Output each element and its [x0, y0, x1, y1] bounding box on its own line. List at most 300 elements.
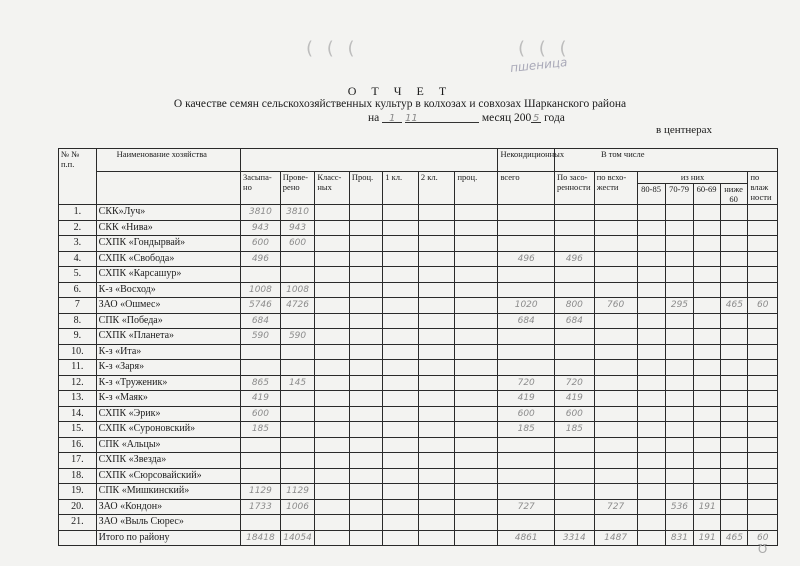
cell-soil: 600 [554, 406, 594, 422]
header-percent-2: проц. [455, 172, 498, 205]
cell-germ [594, 515, 637, 531]
farm-name: СКК»Луч» [96, 205, 240, 221]
cell-germ [594, 375, 637, 391]
cell-empty [383, 313, 419, 329]
farm-name: К-з «Труженик» [96, 375, 240, 391]
header-soil: По засо-ренности [554, 172, 594, 205]
cell-empty [349, 515, 382, 531]
farm-name: СХПК «Эрик» [96, 406, 240, 422]
cell-empty [418, 468, 455, 484]
cell-empty [349, 267, 382, 283]
cell-empty [349, 468, 382, 484]
cell-checked [280, 422, 315, 438]
cell-soil [554, 205, 594, 221]
cell-sown: 600 [241, 406, 281, 422]
cell-empty [315, 530, 350, 546]
punch-holes-right: ( ( ( [518, 38, 571, 59]
header-germ: по всхо-жести [594, 172, 637, 205]
period-year-field [531, 112, 541, 123]
cell-total [498, 484, 555, 500]
cell-sown [241, 453, 281, 469]
cell-g7079 [665, 453, 693, 469]
cell-empty [418, 282, 455, 298]
cell-g6069 [694, 282, 721, 298]
cell-checked: 1129 [280, 484, 315, 500]
farm-name: СХПК «Звезда» [96, 453, 240, 469]
cell-g6069 [694, 453, 721, 469]
cell-g7079 [665, 282, 693, 298]
cell-sown: 590 [241, 329, 281, 345]
row-number: 12. [59, 375, 97, 391]
cell-below [721, 484, 748, 500]
cell-soil [554, 360, 594, 376]
cell-empty [383, 298, 419, 314]
table-row [59, 205, 778, 221]
cell-g8085 [637, 437, 665, 453]
cell-sown: 496 [241, 251, 281, 267]
cell-empty [418, 375, 455, 391]
cell-checked: 943 [280, 220, 315, 236]
cell-below [721, 468, 748, 484]
cell-empty [455, 391, 498, 407]
cell-below [721, 453, 748, 469]
cell-moist [748, 391, 778, 407]
farm-name: СПК «Альцы» [96, 437, 240, 453]
cell-germ [594, 391, 637, 407]
cell-below [721, 344, 748, 360]
cell-soil: 3314 [554, 530, 594, 546]
cell-g6069 [694, 375, 721, 391]
cell-empty [383, 375, 419, 391]
cell-empty [315, 375, 350, 391]
cell-total [498, 515, 555, 531]
cell-empty [349, 499, 382, 515]
report-period [368, 112, 565, 124]
cell-empty [418, 484, 455, 500]
cell-soil: 720 [554, 375, 594, 391]
header-name: Наименование хозяйства [96, 149, 240, 172]
cell-g7079 [665, 344, 693, 360]
cell-empty [349, 251, 382, 267]
cell-sown: 865 [241, 375, 281, 391]
row-number: 19. [59, 484, 97, 500]
cell-moist [748, 484, 778, 500]
farm-name: СХПК «Планета» [96, 329, 240, 345]
header-checked: Прове-рено [280, 172, 315, 205]
cell-g8085 [637, 344, 665, 360]
cell-g7079 [665, 313, 693, 329]
cell-germ [594, 329, 637, 345]
period-year: 5 [533, 113, 540, 124]
cell-soil [554, 220, 594, 236]
header-number: № № п.п. [59, 149, 97, 205]
cell-g6069 [694, 298, 721, 314]
cell-empty [349, 220, 382, 236]
cell-empty [315, 422, 350, 438]
header-class: Класс-ных [315, 172, 350, 205]
cell-soil [554, 468, 594, 484]
cell-empty [455, 344, 498, 360]
row-number: 18. [59, 468, 97, 484]
cell-empty [383, 515, 419, 531]
cell-checked [280, 267, 315, 283]
row-number: 17. [59, 453, 97, 469]
row-number: 15. [59, 422, 97, 438]
farm-name: ЗАО «Кондон» [96, 499, 240, 515]
corner-mark: Ʊ [758, 542, 768, 556]
cell-g6069 [694, 329, 721, 345]
row-number: 16. [59, 437, 97, 453]
cell-g6069 [694, 391, 721, 407]
period-month-field [405, 112, 479, 123]
period-prefix: на [368, 112, 380, 124]
farm-name: СХПК «Гондырвай» [96, 236, 240, 252]
cell-g7079 [665, 251, 693, 267]
cell-checked [280, 406, 315, 422]
row-number: 6. [59, 282, 97, 298]
cell-g8085 [637, 313, 665, 329]
cell-below [721, 499, 748, 515]
cell-empty [455, 267, 498, 283]
cell-g7079: 831 [665, 530, 693, 546]
cell-empty [315, 313, 350, 329]
cell-empty [455, 468, 498, 484]
cell-g6069 [694, 406, 721, 422]
cell-checked [280, 251, 315, 267]
cell-empty [315, 236, 350, 252]
cell-g8085 [637, 453, 665, 469]
cell-empty [383, 391, 419, 407]
cell-empty [418, 267, 455, 283]
table-row [59, 360, 778, 376]
table-row [59, 453, 778, 469]
cell-empty [455, 515, 498, 531]
cell-empty [418, 251, 455, 267]
farm-name: СХПК «Сюрсовайский» [96, 468, 240, 484]
punch-holes-left: ( ( ( [306, 38, 359, 59]
cell-g6069: 191 [694, 499, 721, 515]
period-mid: месяц 200 [481, 112, 532, 124]
cell-moist [748, 313, 778, 329]
cell-g6069 [694, 236, 721, 252]
cell-empty [383, 484, 419, 500]
cell-empty [315, 282, 350, 298]
cell-empty [418, 220, 455, 236]
cell-empty [349, 453, 382, 469]
cell-empty [349, 437, 382, 453]
cell-g8085 [637, 298, 665, 314]
cell-sown [241, 437, 281, 453]
cell-soil [554, 329, 594, 345]
cell-g8085 [637, 251, 665, 267]
cell-moist [748, 515, 778, 531]
cell-sown [241, 267, 281, 283]
row-number [59, 530, 97, 546]
cell-empty [349, 406, 382, 422]
table-row [59, 422, 778, 438]
cell-checked [280, 468, 315, 484]
cell-total: 727 [498, 499, 555, 515]
cell-total: 1020 [498, 298, 555, 314]
cell-moist [748, 437, 778, 453]
table-row [59, 437, 778, 453]
cell-empty [418, 360, 455, 376]
cell-empty [315, 205, 350, 221]
cell-g8085 [637, 375, 665, 391]
cell-checked: 1008 [280, 282, 315, 298]
row-number: 2. [59, 220, 97, 236]
cell-soil: 185 [554, 422, 594, 438]
cell-empty [418, 205, 455, 221]
cell-g8085 [637, 360, 665, 376]
row-number: 3. [59, 236, 97, 252]
table-row [59, 313, 778, 329]
cell-soil [554, 282, 594, 298]
cell-empty [383, 453, 419, 469]
table-row [59, 282, 778, 298]
cell-checked: 14054 [280, 530, 315, 546]
cell-empty [383, 499, 419, 515]
header-noncond: Некондиционных [498, 149, 555, 172]
header-class-2: 2 кл. [418, 172, 455, 205]
cell-checked: 145 [280, 375, 315, 391]
header-percent: Проц. [349, 172, 382, 205]
cell-soil [554, 267, 594, 283]
row-number: 11. [59, 360, 97, 376]
cell-g7079 [665, 236, 693, 252]
cell-empty [418, 391, 455, 407]
header-including: В том числе [554, 149, 777, 172]
cell-germ [594, 406, 637, 422]
cell-total [498, 236, 555, 252]
table-row [59, 391, 778, 407]
period-day: 1 [388, 113, 396, 124]
row-number: 4. [59, 251, 97, 267]
cell-germ: 760 [594, 298, 637, 314]
cell-moist [748, 236, 778, 252]
header-of-them-group [637, 172, 748, 205]
cell-empty [455, 530, 498, 546]
cell-empty [315, 360, 350, 376]
farm-name: К-з «Ита» [96, 344, 240, 360]
cell-checked: 600 [280, 236, 315, 252]
header-of-them: из них [638, 172, 748, 184]
cell-g7079 [665, 406, 693, 422]
crop-stamp: пшеница [509, 55, 568, 75]
cell-total: 4861 [498, 530, 555, 546]
cell-empty [349, 360, 382, 376]
cell-empty [315, 406, 350, 422]
cell-total: 419 [498, 391, 555, 407]
cell-below [721, 437, 748, 453]
cell-moist: 60 [748, 298, 778, 314]
cell-germ [594, 437, 637, 453]
cell-checked [280, 313, 315, 329]
table-row [59, 375, 778, 391]
cell-empty [455, 360, 498, 376]
cell-germ [594, 205, 637, 221]
cell-empty [349, 375, 382, 391]
cell-g8085 [637, 267, 665, 283]
row-number: 9. [59, 329, 97, 345]
cell-sown: 1733 [241, 499, 281, 515]
cell-g8085 [637, 499, 665, 515]
cell-total: 185 [498, 422, 555, 438]
cell-g6069: 191 [694, 530, 721, 546]
cell-empty [418, 515, 455, 531]
table-row [59, 344, 778, 360]
cell-empty [418, 530, 455, 546]
cell-empty [383, 251, 419, 267]
cell-below [721, 360, 748, 376]
cell-germ [594, 468, 637, 484]
cell-below [721, 375, 748, 391]
cell-checked [280, 344, 315, 360]
cell-soil: 496 [554, 251, 594, 267]
cell-g8085 [637, 236, 665, 252]
cell-germ [594, 484, 637, 500]
cell-empty [315, 468, 350, 484]
table-row [59, 515, 778, 531]
cell-g8085 [637, 484, 665, 500]
cell-empty [315, 515, 350, 531]
cell-total [498, 344, 555, 360]
cell-below [721, 282, 748, 298]
header-total: всего [498, 172, 555, 205]
cell-g6069 [694, 422, 721, 438]
cell-empty [418, 329, 455, 345]
table-row [59, 267, 778, 283]
cell-empty [315, 499, 350, 515]
cell-g7079 [665, 329, 693, 345]
report-title: О Т Ч Е Т [347, 84, 453, 98]
cell-sown: 1129 [241, 484, 281, 500]
cell-g6069 [694, 205, 721, 221]
cell-germ [594, 282, 637, 298]
cell-moist [748, 344, 778, 360]
cell-total [498, 453, 555, 469]
cell-sown: 684 [241, 313, 281, 329]
cell-empty [383, 205, 419, 221]
cell-checked [280, 437, 315, 453]
cell-total [498, 360, 555, 376]
cell-checked: 4726 [280, 298, 315, 314]
cell-empty [455, 422, 498, 438]
cell-checked [280, 391, 315, 407]
cell-sown: 419 [241, 391, 281, 407]
cell-germ: 727 [594, 499, 637, 515]
cell-g8085 [637, 468, 665, 484]
cell-germ [594, 453, 637, 469]
cell-g6069 [694, 437, 721, 453]
cell-g6069 [694, 360, 721, 376]
cell-soil [554, 453, 594, 469]
period-month: 11 [405, 113, 418, 124]
cell-checked: 590 [280, 329, 315, 345]
cell-empty [455, 406, 498, 422]
cell-soil: 800 [554, 298, 594, 314]
cell-empty [455, 298, 498, 314]
cell-g7079 [665, 422, 693, 438]
cell-moist [748, 360, 778, 376]
row-number: 8. [59, 313, 97, 329]
cell-g7079 [665, 220, 693, 236]
report-subtitle: О качестве семян сельскохозяйственных культур в колхозах и совхозах Шарканского района [173, 98, 627, 110]
cell-total [498, 205, 555, 221]
cell-g8085 [637, 422, 665, 438]
farm-name: ЗАО «Ошмес» [96, 298, 240, 314]
cell-g8085 [637, 329, 665, 345]
cell-empty [383, 220, 419, 236]
period-suffix: года [544, 112, 565, 124]
cell-empty [455, 499, 498, 515]
cell-total [498, 437, 555, 453]
cell-below: 465 [721, 530, 748, 546]
cell-empty [315, 453, 350, 469]
cell-sown: 600 [241, 236, 281, 252]
cell-g7079 [665, 437, 693, 453]
row-number: 14. [59, 406, 97, 422]
cell-moist [748, 422, 778, 438]
farm-name: К-з «Маяк» [96, 391, 240, 407]
cell-moist [748, 329, 778, 345]
header-60-69: 60-69 [693, 184, 720, 204]
cell-g6069 [694, 251, 721, 267]
cell-germ [594, 313, 637, 329]
cell-empty [315, 251, 350, 267]
cell-empty [349, 530, 382, 546]
cell-germ: 1487 [594, 530, 637, 546]
cell-below: 465 [721, 298, 748, 314]
cell-soil [554, 499, 594, 515]
cell-below [721, 236, 748, 252]
cell-moist [748, 220, 778, 236]
cell-checked [280, 360, 315, 376]
cell-below [721, 267, 748, 283]
cell-empty [418, 344, 455, 360]
cell-germ [594, 267, 637, 283]
cell-empty [383, 360, 419, 376]
cell-germ [594, 220, 637, 236]
cell-germ [594, 344, 637, 360]
row-number: 21. [59, 515, 97, 531]
cell-moist [748, 406, 778, 422]
cell-germ [594, 251, 637, 267]
cell-sown: 185 [241, 422, 281, 438]
cell-checked [280, 515, 315, 531]
farm-name: СХПК «Карсашур» [96, 267, 240, 283]
row-number: 10. [59, 344, 97, 360]
cell-moist: 60 [748, 530, 778, 546]
cell-total [498, 267, 555, 283]
cell-below [721, 391, 748, 407]
table-row [59, 298, 778, 314]
cell-total [498, 282, 555, 298]
cell-empty [418, 236, 455, 252]
cell-empty [349, 422, 382, 438]
cell-below [721, 205, 748, 221]
header-blank-group [241, 149, 498, 172]
cell-total: 600 [498, 406, 555, 422]
cell-germ [594, 360, 637, 376]
cell-g6069 [694, 220, 721, 236]
cell-empty [418, 298, 455, 314]
cell-g8085 [637, 406, 665, 422]
cell-below [721, 251, 748, 267]
units-note: в центнерах [656, 124, 713, 136]
cell-empty [418, 406, 455, 422]
cell-empty [418, 313, 455, 329]
